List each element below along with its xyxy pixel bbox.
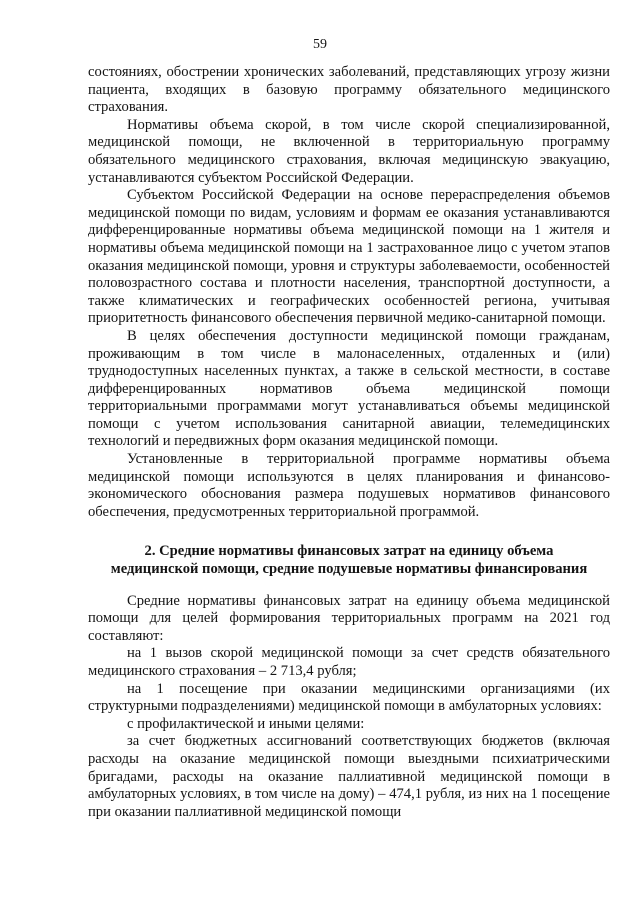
paragraph-differentiated-norms: Субъектом Российской Федерации на основе перераспределения объемов медицинской помощи по видам, условиям и формам ее оказания устанавливаются дифференцированные нормативы объема медицинской помощи на 1 жителя и нормативы объема медицинской помощи на 1 застрахованное лицо с учетом этапов оказания медицинской помощи, уровня и структуры заболеваемости, особенностей половозрастного состава и плотности населения, транспортной доступности, а также климатических и географических особенностей региона, учитывая приоритетность финансового обеспечения первичной медико-санитарной помощи. <box>88 187 610 327</box>
section-heading <box>88 543 610 578</box>
paragraph-budget-allocations: за счет бюджетных ассигнований соответствующих бюджетов (включая расходы на оказание медицинской помощи выездными психиатрическими бригадами, расходы на оказание паллиативной медицинской помощи в амбулаторных условиях, в том числе на дому) – 474,1 рубля, из них на 1 посещение при оказании паллиативной медицинской помощи <box>88 733 610 820</box>
paragraph-preventive-purposes: с профилактической и иными целями: <box>127 715 365 732</box>
paragraph-cost-norms-intro: Средние нормативы финансовых затрат на единицу объема медицинской помощи для целей формирования территориальных программ на 2021 год составляют: <box>88 592 610 644</box>
paragraph-planning-usage: Установленные в территориальной программе нормативы объема медицинской помощи используются в целях планирования и финансово-экономического обоснования размера подушевых нормативов финансового обеспечения, предусмотренных территориальной программой. <box>88 451 610 520</box>
section-heading-line-1: 2. Средние нормативы финансовых затрат на единицу объема <box>144 543 554 560</box>
paragraph-ambulance-call-cost: на 1 вызов скорой медицинской помощи за счет средств обязательного медицинского страхования – 2 713,4 рубля; <box>88 645 610 679</box>
paragraph-outpatient-visit: на 1 посещение при оказании медицинскими организациями (их структурными подразделениями) медицинской помощи в амбулаторных условиях: <box>88 680 610 715</box>
document-body <box>88 64 610 821</box>
paragraph-continuation: состояниях, обострении хронических заболеваний, представляющих угрозу жизни пациента, входящих в базовую программу обязательного медицинского страхования. <box>88 64 610 116</box>
paragraph-emergency-volume: Нормативы объема скорой, в том числе скорой специализированной, медицинской помощи, не включенной в территориальную программу обязательного медицинского страхования, включая медицинскую эвакуацию, устанавливаются субъектом Российской Федерации. <box>88 116 610 186</box>
section-heading-line-2: медицинской помощи, средние подушевые нормативы финансирования <box>110 561 588 578</box>
page-number: 59 <box>313 37 327 52</box>
paragraph-accessibility: В целях обеспечения доступности медицинской помощи гражданам, проживающим в том числе в малонаселенных, отдаленных и (или) труднодоступных населенных пунктах, а также в сельской местности, в составе дифференцированных нормативов объема медицинской помощи территориальными программами могут устанавливаться объемы медицинской помощи с учетом использования санитарной авиации, телемедицинских технологий и передвижных форм оказания медицинской помощи. <box>88 327 610 450</box>
